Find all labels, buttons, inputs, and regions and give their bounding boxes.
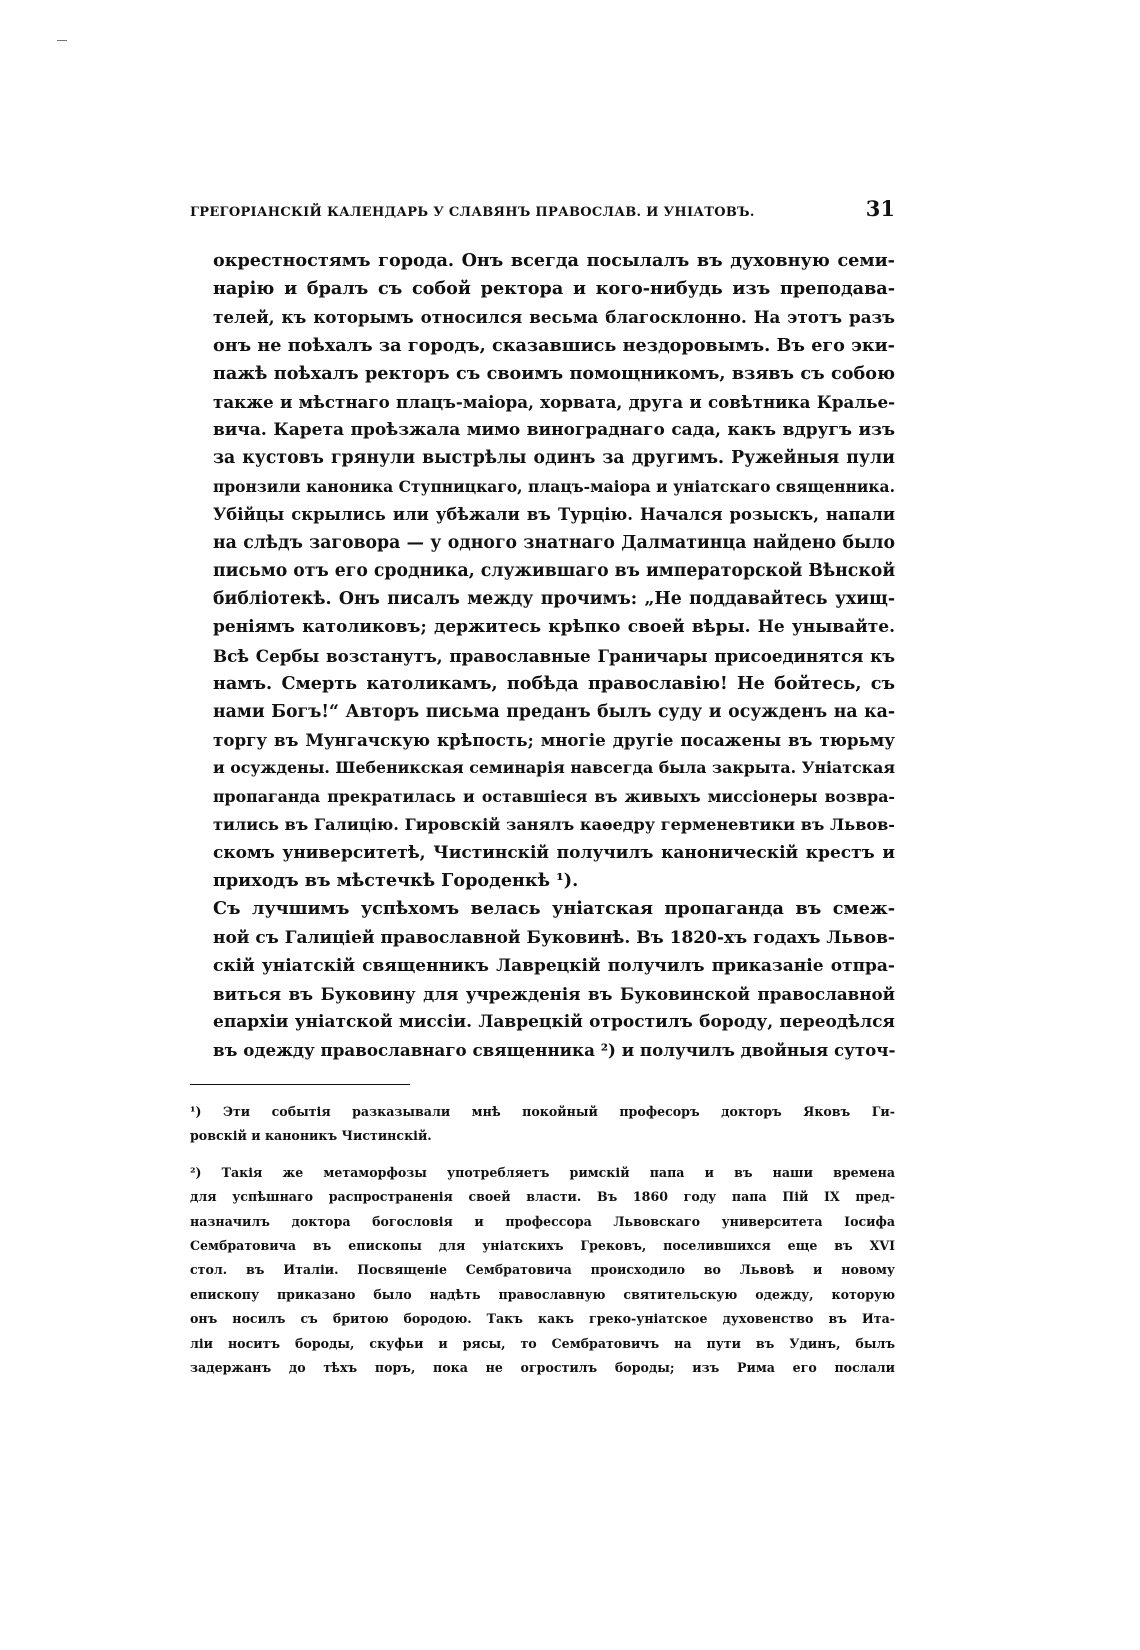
body-line: также и мѣстнаго плацъ-маіора, хорвата, друга и совѣтника Кралье-: [213, 391, 895, 412]
paragraph-end-line: приходъ въ мѣстечкѣ Городенкѣ ¹).: [213, 870, 579, 892]
body-line: въ одежду православнаго священника ²) и получилъ двойныя суточ-: [213, 1040, 896, 1061]
scan-mark: [57, 40, 67, 41]
body-line: скій уніатскій священникъ Лаврецкій получилъ приказаніе отпра-: [213, 955, 895, 976]
body-line: виться въ Буковину для учрежденія въ Буковинской православной: [213, 983, 895, 1004]
footnotes: [190, 1100, 895, 1380]
body-line: пропаганда прекратилась и оставшіеся въ живыхъ миссіонеры возвра-: [213, 786, 895, 806]
body-line: нарію и бралъ съ собой ректора и кого-нибудь изъ преподава-: [213, 278, 895, 300]
paragraph-start-line: Съ лучшимъ успѣхомъ велась уніатская пропаганда въ смеж-: [213, 898, 895, 920]
body-line: и осуждены. Шебеникская семинарія навсегда была закрыта. Уніатская: [213, 758, 895, 778]
body-line: онъ не поѣхалъ за городъ, сказавшись нездоровымъ. Въ его эки-: [213, 334, 895, 356]
body-line: письмо отъ его сродника, служившаго въ императорской Вѣнской: [213, 561, 896, 582]
body-line: на слѣдъ заговора — у одного знатнаго Далматинца найдено было: [213, 532, 895, 553]
body-line: скомъ университетѣ, Чистинскій получилъ каноническій крестъ и: [213, 842, 895, 863]
footnote-2-line: ²) Такія же метаморфозы употребляетъ римскій папа и въ наши времена: [190, 1164, 895, 1180]
footnote-2-line: епископу приказано было надѣть православную святительскую одежду, которую: [190, 1286, 895, 1302]
body-line: окрестностямъ города. Онъ всегда посылалъ въ духовную семи-: [213, 250, 895, 271]
body-line: пажѣ поѣхалъ ректоръ съ своимъ помощникомъ, взявъ съ собою: [213, 362, 895, 384]
page-number: 31: [865, 196, 895, 221]
body-line: намъ. Смерть католикамъ, побѣда православію! Не бойтесь, съ: [213, 672, 895, 694]
footnote-1-line: ровскій и каноникъ Чистинскій.: [190, 1128, 432, 1144]
body-text: [213, 247, 895, 1064]
body-line: пронзили каноника Ступницкаго, плацъ-маіора и уніатскаго священника.: [213, 476, 895, 496]
body-line: за кустовъ грянули выстрѣлы одинъ за другимъ. Ружейныя пули: [213, 448, 895, 469]
footnote-1-line: ¹) Эти событія разказывали мнѣ покойный професоръ докторъ Яковъ Ги-: [190, 1104, 895, 1119]
footnote-2-line: задержанъ до тѣхъ поръ, пока не огростилъ бороды; изъ Рима его послали: [190, 1359, 895, 1375]
body-line: тились въ Галицію. Гировскій занялъ каѳедру герменевтики въ Львов-: [213, 814, 895, 834]
body-line: библіотекѣ. Онъ писалъ между прочимъ: „Не поддавайтесь ухищ-: [213, 589, 895, 610]
footnote-2-line: назначилъ доктора богословія и профессора Львовскаго университета Іосифа: [190, 1213, 895, 1229]
footnote-2-line: стол. въ Италіи. Посвященіе Сембратовича происходило во Львовѣ и новому: [190, 1262, 895, 1278]
body-line: Убійцы скрылись или убѣжали въ Турцію. Начался розыскъ, напали: [213, 504, 895, 524]
footnote-rule: [190, 1084, 410, 1085]
body-line: вича. Карета проѣзжала мимо винограднаго сада, какъ вдругъ изъ: [213, 420, 895, 441]
running-head: [190, 196, 895, 226]
running-title: ГРЕГОРІАНСКІЙ КАЛЕНДАРЬ У СЛАВЯНЪ ПРАВОСЛАВ. И УНІАТОВЪ.: [190, 205, 755, 220]
body-line: торгу въ Мунгачскую крѣпость; многіе другіе посажены въ тюрьму: [213, 730, 895, 751]
footnote-gap: [190, 1149, 895, 1161]
body-line: нами Богъ!“ Авторъ письма преданъ былъ суду и осужденъ на ка-: [213, 702, 895, 722]
body-line: телей, къ которымъ относился весьма благосклонно. На этотъ разъ: [213, 307, 895, 328]
footnote-2-line: ліи носитъ бороды, скуфьи и рясы, то Сембратовичъ на пути въ Удинъ, былъ: [190, 1335, 895, 1351]
body-line: реніямъ католиковъ; держитесь крѣпко своей вѣры. Не унывайте.: [213, 617, 895, 638]
body-line: ной съ Галиціей православной Буковинѣ. Въ 1820-хъ годахъ Львов-: [213, 927, 895, 948]
body-line: епархіи уніатской миссіи. Лаврецкій отростилъ бороду, переодѣлся: [213, 1012, 895, 1033]
footnote-2-line: для успѣшнаго распространенія своей власти. Въ 1860 году папа Пій IX пред-: [190, 1189, 895, 1205]
footnote-2-line: онъ носилъ съ бритою бородою. Такъ какъ греко-уніатское духовенство въ Ита-: [190, 1311, 895, 1327]
body-line: Всѣ Сербы возстанутъ, православные Граничары присоединятся къ: [213, 645, 895, 666]
footnote-2-line: Сембратовича въ епископы для уніатскихъ Грековъ, поселившихся еще въ XVI: [190, 1237, 895, 1253]
